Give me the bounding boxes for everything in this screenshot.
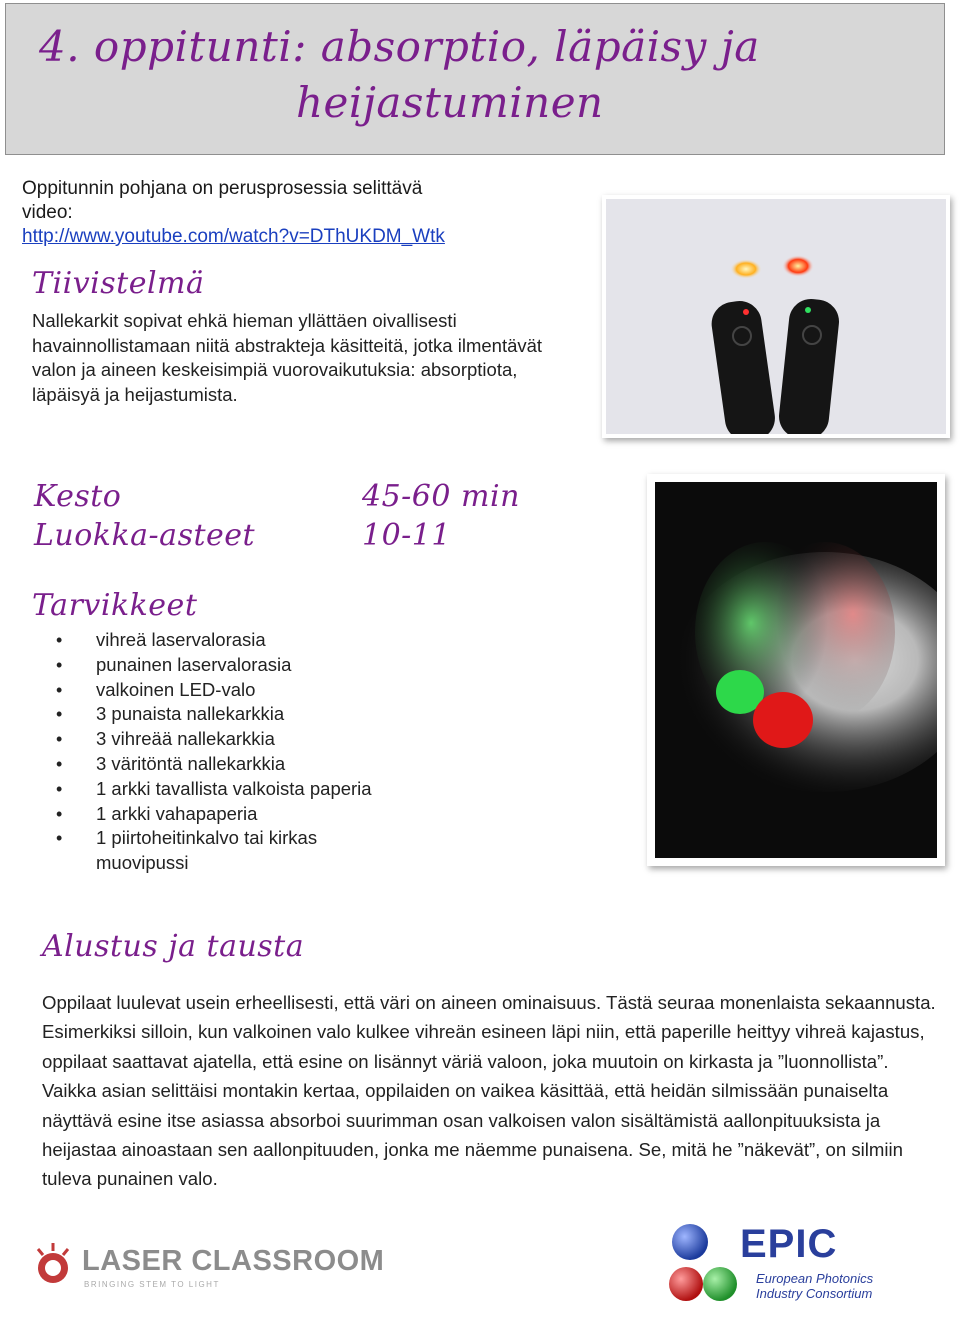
grades-label: Luokka-asteet — [34, 518, 256, 553]
materials-item: • 3 vihreää nallekarkkia — [52, 727, 372, 752]
materials-item: • 1 arkki vahapaperia — [52, 802, 372, 827]
epic-subtitle-line1: European Photonics — [756, 1271, 874, 1286]
title-box — [5, 3, 945, 155]
intro-line1: Oppitunnin pohjana on perusprosessia selittävä — [22, 178, 423, 199]
epic-subtitle — [756, 1271, 873, 1301]
materials-heading: Tarvikkeet — [32, 588, 198, 623]
laser-classroom-tagline: BRINGING STEM TO LIGHT — [84, 1280, 220, 1289]
gummy-bears-illustration — [655, 482, 937, 858]
materials-item: • 3 väritöntä nallekarkkia — [52, 752, 372, 777]
materials-item: • valkoinen LED-valo — [52, 678, 372, 703]
intro-text — [22, 177, 542, 249]
background-heading: Alustus ja tausta — [42, 929, 305, 964]
page-title-line1: 4. oppitunti: absorptio, läpäisy ja — [39, 22, 760, 71]
summary-heading: Tiivistelmä — [32, 266, 205, 301]
materials-item: • vihreä laservalorasia — [52, 628, 372, 653]
video-link[interactable]: http://www.youtube.com/watch?v=DThUKDM_Wtk — [22, 226, 445, 247]
materials-list — [52, 628, 372, 876]
laser-classroom-text: LASER CLASSROOM — [82, 1245, 385, 1277]
grades-value: 10-11 — [362, 518, 451, 553]
background-paragraph: Oppilaat luulevat usein erheellisesti, että väri on aineen ominaisuus. Tästä seuraa monenlaista sekaannusta. Esimerkiksi silloin, kun valkoinen valo kulkee vihreän esineen läpi niin, että paperille heittyy vihreä kajastus, oppilaat saattavat ajatella, että esine on lisännyt väriä valoon, joka muutoin on kirkasta ja ”luonnollista”. Vaikka asian selittäisi montakin kertaa, oppilaiden on vaikea käsittää, että heidän silmissään punaiselta näyttävä esine itse asiassa absorboi suurimman osan valkoisen valon sisältämistä aallonpituuksista ja heijastaa ainoastaan sen aallonpituuden, jonka me näemme punaisena. Se, mitä he ”näkevät”, on silmiin tuleva punainen valo. — [42, 992, 936, 1190]
materials-item: • punainen laservalorasia — [52, 653, 372, 678]
duration-label: Kesto — [34, 479, 122, 514]
epic-subtitle-line2: Industry Consortium — [756, 1286, 873, 1301]
gummy-bears-photo — [647, 474, 945, 866]
laser-classroom-logo — [30, 1237, 385, 1297]
epic-logo — [668, 1220, 898, 1310]
sunburst-icon — [30, 1241, 76, 1291]
materials-item: • 1 piirtoheitinkalvo tai kirkas muovipussi — [52, 826, 372, 876]
epic-text: EPIC — [740, 1222, 838, 1266]
intro-line2: video: — [22, 202, 73, 223]
materials-item: • 1 arkki tavallista valkoista paperia — [52, 777, 372, 802]
duration-value: 45-60 min — [362, 479, 520, 514]
laser-boxes-photo — [602, 195, 950, 438]
summary-text: Nallekarkit sopivat ehkä hieman yllättäen oivallisesti havainnollistamaan niitä abstrakteja käsitteitä, jotka ilmentävät valon ja aineen keskeisimpiä vuorovaikutuksia: absorptiota, läpäisyä ja heijastumista. — [32, 310, 543, 405]
materials-item: • 3 punaista nallekarkkia — [52, 702, 372, 727]
page-title-line2: heijastuminen — [296, 78, 604, 127]
background-text — [42, 988, 947, 1194]
epic-spheres-icon — [668, 1222, 738, 1308]
laser-boxes-illustration — [606, 199, 946, 434]
